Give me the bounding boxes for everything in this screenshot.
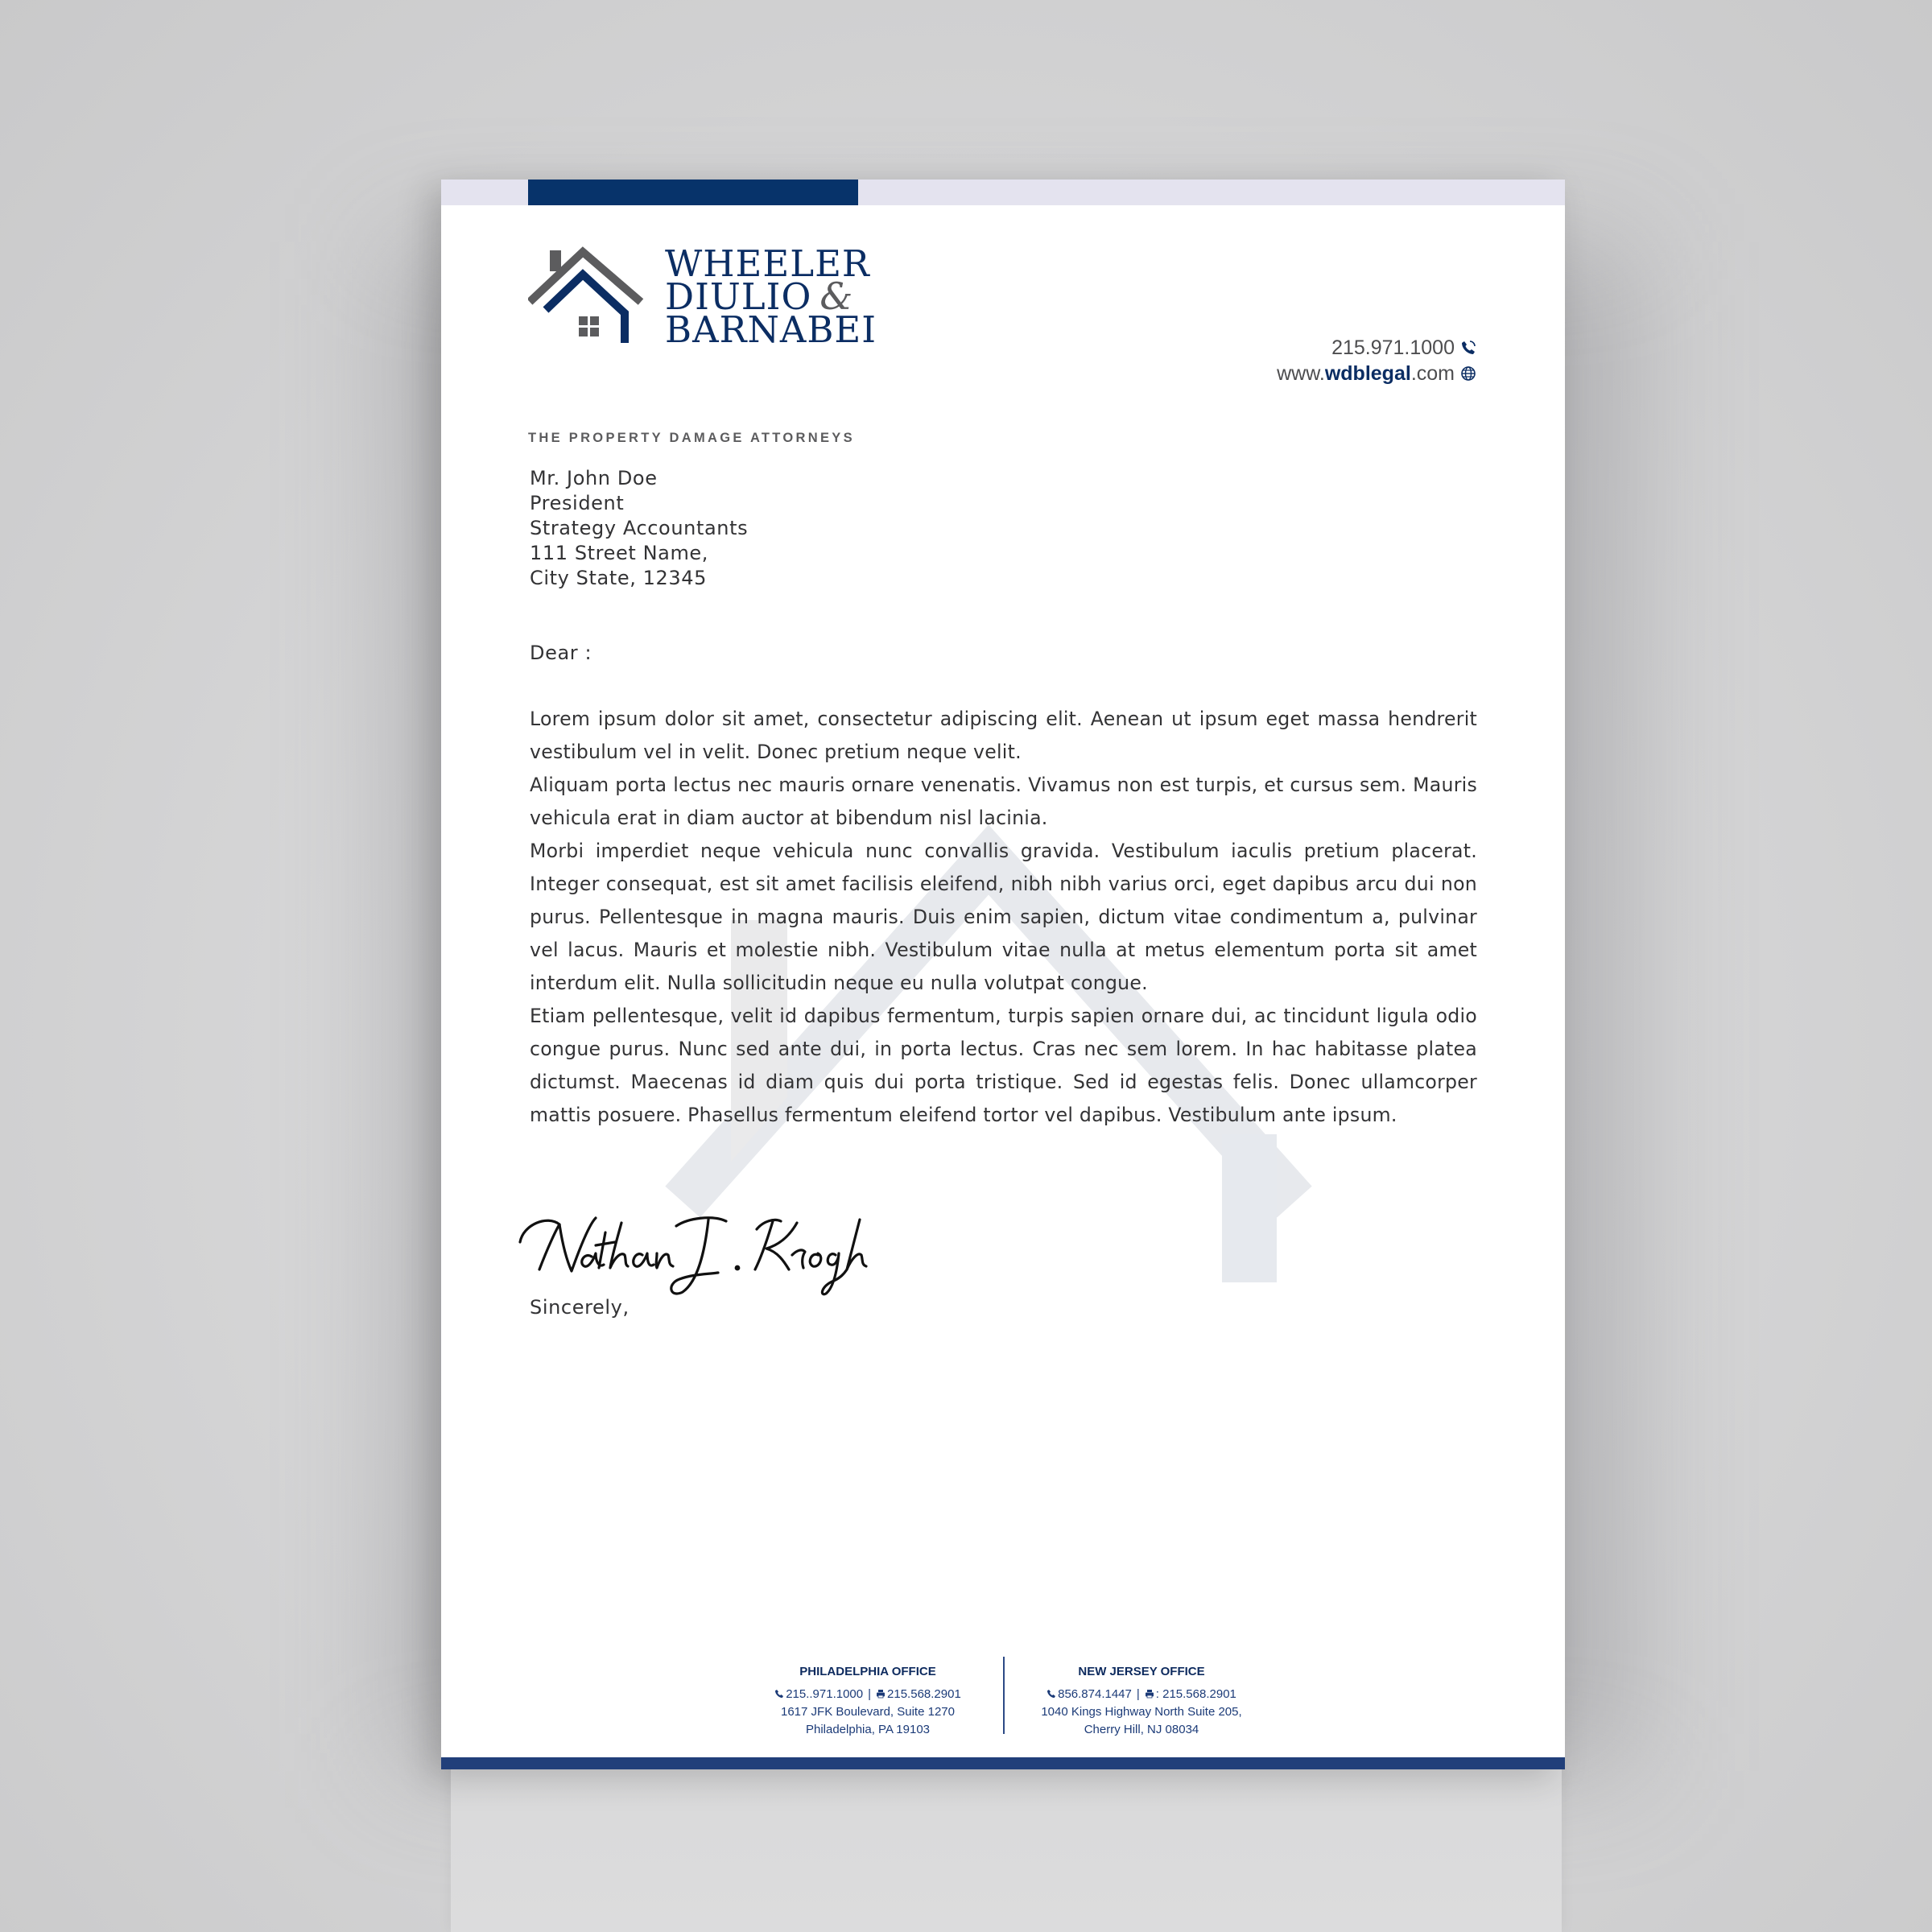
philadelphia-phone-fax: 215..971.1000 | 215.568.2901 bbox=[747, 1686, 989, 1703]
website-prefix: www. bbox=[1277, 362, 1325, 385]
firm-logo bbox=[528, 242, 877, 445]
recipient-company: Strategy Accountants bbox=[530, 517, 749, 539]
website-text bbox=[1277, 361, 1455, 386]
paper-stack bbox=[451, 1768, 1562, 1932]
logo-word-diulio-text: DIULIO bbox=[665, 275, 812, 318]
body-paragraph-3: Morbi imperdiet neque vehicula nunc convallis gravida. Vestibulum iaculis pretium placerat. Integer consequat, est sit amet facilisis eleifend, nibh nibh varius orci, eget dapibus arcu dui non purus. Pellentesque in magna mauris. Duis enim sapien, dictum vitae condimentum a, pulvinar vel lacus. Mauris et molestie nibh. Vestibulum vitae nulla at metus elementum porta sit amet interdum elit. Nulla sollicitudin neque eu nulla volutpat congue. bbox=[530, 840, 1477, 994]
salutation: Dear : bbox=[530, 642, 592, 664]
letter-body bbox=[530, 466, 1477, 1132]
header-phone bbox=[1277, 335, 1476, 361]
philadelphia-office-title: PHILADELPHIA OFFICE bbox=[799, 1665, 936, 1678]
philadelphia-address-2: Philadelphia, PA 19103 bbox=[805, 1723, 930, 1736]
phone-icon bbox=[774, 1689, 784, 1699]
philadelphia-fax: 215.568.2901 bbox=[887, 1687, 961, 1701]
philadelphia-office bbox=[747, 1663, 989, 1739]
footer-offices bbox=[441, 1657, 1565, 1745]
phone-icon bbox=[1460, 340, 1476, 356]
fax-icon bbox=[876, 1689, 886, 1699]
phone-icon bbox=[1046, 1689, 1056, 1699]
philadelphia-phone: 215..971.1000 bbox=[786, 1687, 864, 1701]
new-jersey-phone: 856.874.1447 bbox=[1058, 1687, 1132, 1701]
bottom-band bbox=[441, 1757, 1565, 1769]
new-jersey-phone-fax: 856.874.1447 | : 215.568.2901 bbox=[1021, 1686, 1262, 1703]
website-suffix: .com bbox=[1410, 362, 1455, 385]
recipient-street: 111 Street Name, bbox=[530, 542, 709, 564]
top-accent-bar bbox=[528, 180, 858, 205]
logo-word-wheeler: WHEELER bbox=[665, 242, 870, 285]
closing: Sincerely, bbox=[530, 1296, 630, 1319]
recipient-name: Mr. John Doe bbox=[530, 467, 658, 489]
header-phone-text: 215.971.1000 bbox=[1331, 336, 1455, 359]
new-jersey-address-1: 1040 Kings Highway North Suite 205, bbox=[1041, 1705, 1242, 1719]
header-website[interactable] bbox=[1277, 361, 1476, 386]
body-paragraph-4: Etiam pellentesque, velit id dapibus fermentum, turpis sapien ornare dui, ac tincidunt ligula odio congue purus. Nunc sed ante dui, in porta lectus. Cras nec sem lorem. In hac habitasse platea dictumst. Maecenas id diam quis dui porta tristique. Sed id egestas felis. Donec ullamcorper mattis posuere. Phasellus fermentum eleifend tortor vel dapibus. Vestibulum ante ipsum. bbox=[530, 1005, 1477, 1126]
header-contact bbox=[1277, 335, 1476, 386]
body-paragraph-2: Aliquam porta lectus nec mauris ornare venenatis. Vivamus non est turpis, et cursus sem. Mauris vehicula erat in diam auctor at bibendum nisl lacinia. bbox=[530, 774, 1477, 829]
new-jersey-office-title: NEW JERSEY OFFICE bbox=[1078, 1665, 1205, 1678]
new-jersey-address-2: Cherry Hill, NJ 08034 bbox=[1084, 1723, 1199, 1736]
philadelphia-address-1: 1617 JFK Boulevard, Suite 1270 bbox=[781, 1705, 955, 1719]
logo-word-barnabei: BARNABEI bbox=[665, 308, 877, 351]
logo-tagline: THE PROPERTY DAMAGE ATTORNEYS bbox=[528, 431, 855, 445]
footer-divider bbox=[1003, 1657, 1005, 1734]
new-jersey-office bbox=[1021, 1663, 1262, 1739]
globe-icon bbox=[1460, 365, 1476, 382]
logo-ampersand: & bbox=[819, 275, 854, 318]
letterhead-page bbox=[441, 180, 1565, 1769]
body-paragraph-1: Lorem ipsum dolor sit amet, consectetur adipiscing elit. Aenean ut ipsum eget massa hendrerit vestibulum vel in velit. Donec pretium neque velit. bbox=[530, 708, 1477, 763]
new-jersey-fax: : 215.568.2901 bbox=[1155, 1687, 1236, 1701]
body-paragraphs bbox=[530, 703, 1477, 1132]
website-domain: wdblegal bbox=[1324, 362, 1411, 385]
recipient-address bbox=[530, 466, 1477, 591]
recipient-city: City State, 12345 bbox=[530, 567, 708, 589]
fax-icon bbox=[1145, 1689, 1154, 1699]
recipient-title: President bbox=[530, 492, 625, 514]
house-logo-icon bbox=[528, 244, 665, 345]
